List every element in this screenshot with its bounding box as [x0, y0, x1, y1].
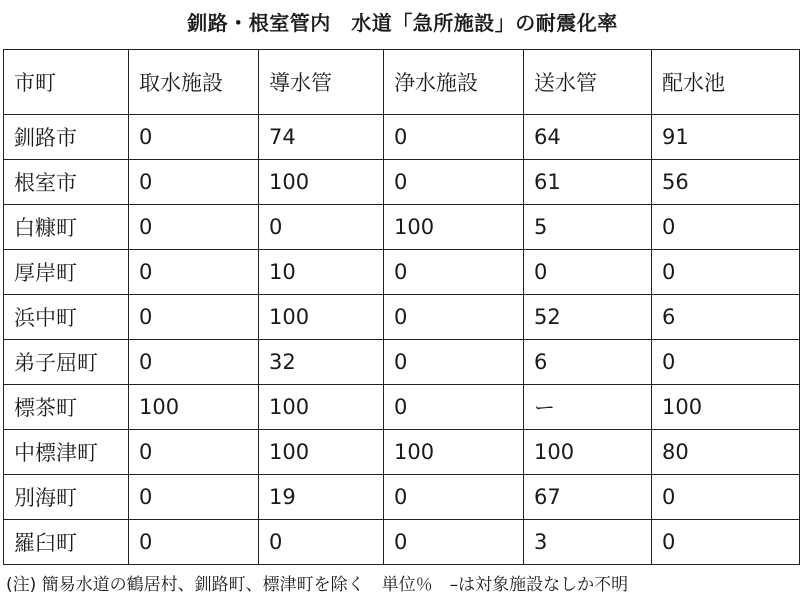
cell-purification-facility: 0 [384, 250, 524, 295]
cell-transmission-pipe: 3 [524, 520, 652, 565]
table-row [4, 295, 800, 340]
cell-intake-facility: 0 [129, 295, 259, 340]
cell-municipality: 根室市 [4, 160, 129, 205]
cell-transmission-pipe: 61 [524, 160, 652, 205]
cell-municipality: 弟子屈町 [4, 340, 129, 385]
table-row [4, 520, 800, 565]
cell-transmission-pipe: 6 [524, 340, 652, 385]
header-intake-facility: 取水施設 [129, 50, 259, 115]
cell-intake-facility: 0 [129, 250, 259, 295]
cell-municipality: 別海町 [4, 475, 129, 520]
table-body [4, 115, 800, 565]
cell-transmission-pipe: 5 [524, 205, 652, 250]
table-row [4, 385, 800, 430]
cell-transmission-pipe: 67 [524, 475, 652, 520]
cell-conveyance-pipe: 10 [259, 250, 384, 295]
cell-conveyance-pipe: 0 [259, 520, 384, 565]
table-row [4, 475, 800, 520]
cell-conveyance-pipe: 74 [259, 115, 384, 160]
cell-purification-facility: 0 [384, 520, 524, 565]
cell-transmission-pipe: 0 [524, 250, 652, 295]
cell-municipality: 厚岸町 [4, 250, 129, 295]
cell-conveyance-pipe: 100 [259, 295, 384, 340]
header-row [4, 50, 800, 115]
cell-municipality: 羅臼町 [4, 520, 129, 565]
cell-purification-facility: 0 [384, 475, 524, 520]
cell-purification-facility: 0 [384, 295, 524, 340]
cell-conveyance-pipe: 0 [259, 205, 384, 250]
cell-purification-facility: 0 [384, 115, 524, 160]
cell-municipality: 標茶町 [4, 385, 129, 430]
cell-distribution-reservoir: 0 [652, 520, 800, 565]
header-conveyance-pipe: 導水管 [259, 50, 384, 115]
cell-municipality: 中標津町 [4, 430, 129, 475]
header-purification-facility: 浄水施設 [384, 50, 524, 115]
cell-distribution-reservoir: 0 [652, 250, 800, 295]
seismic-rate-table [3, 49, 800, 565]
cell-purification-facility: 0 [384, 160, 524, 205]
table-row [4, 340, 800, 385]
cell-distribution-reservoir: 56 [652, 160, 800, 205]
cell-distribution-reservoir: 0 [652, 475, 800, 520]
cell-distribution-reservoir: 6 [652, 295, 800, 340]
cell-intake-facility: 0 [129, 430, 259, 475]
cell-conveyance-pipe: 100 [259, 430, 384, 475]
cell-intake-facility: 0 [129, 520, 259, 565]
table-row [4, 250, 800, 295]
cell-intake-facility: 100 [129, 385, 259, 430]
table-row [4, 430, 800, 475]
table-title: 釧路・根室管内 水道「急所施設」の耐震化率 [187, 11, 618, 35]
cell-distribution-reservoir: 91 [652, 115, 800, 160]
table-header [4, 50, 800, 115]
cell-intake-facility: 0 [129, 205, 259, 250]
cell-intake-facility: 0 [129, 340, 259, 385]
table-row [4, 115, 800, 160]
table-row [4, 160, 800, 205]
cell-municipality: 白糠町 [4, 205, 129, 250]
cell-transmission-pipe: 52 [524, 295, 652, 340]
cell-distribution-reservoir: 100 [652, 385, 800, 430]
cell-purification-facility: 100 [384, 205, 524, 250]
cell-conveyance-pipe: 100 [259, 160, 384, 205]
cell-distribution-reservoir: 0 [652, 205, 800, 250]
header-municipality: 市町 [4, 50, 129, 115]
cell-conveyance-pipe: 100 [259, 385, 384, 430]
header-distribution-reservoir: 配水池 [652, 50, 800, 115]
cell-intake-facility: 0 [129, 115, 259, 160]
cell-intake-facility: 0 [129, 475, 259, 520]
cell-purification-facility: 100 [384, 430, 524, 475]
footnote: (注) 簡易水道の鶴居村、釧路町、標津町を除く 単位％ –は対象施設なしか不明 [6, 575, 629, 595]
cell-distribution-reservoir: 80 [652, 430, 800, 475]
cell-municipality: 浜中町 [4, 295, 129, 340]
cell-transmission-pipe: 64 [524, 115, 652, 160]
cell-transmission-pipe: 100 [524, 430, 652, 475]
cell-transmission-pipe: ー [524, 385, 652, 430]
cell-municipality: 釧路市 [4, 115, 129, 160]
cell-conveyance-pipe: 19 [259, 475, 384, 520]
cell-intake-facility: 0 [129, 160, 259, 205]
cell-purification-facility: 0 [384, 340, 524, 385]
table-row [4, 205, 800, 250]
cell-conveyance-pipe: 32 [259, 340, 384, 385]
cell-purification-facility: 0 [384, 385, 524, 430]
header-transmission-pipe: 送水管 [524, 50, 652, 115]
cell-distribution-reservoir: 0 [652, 340, 800, 385]
